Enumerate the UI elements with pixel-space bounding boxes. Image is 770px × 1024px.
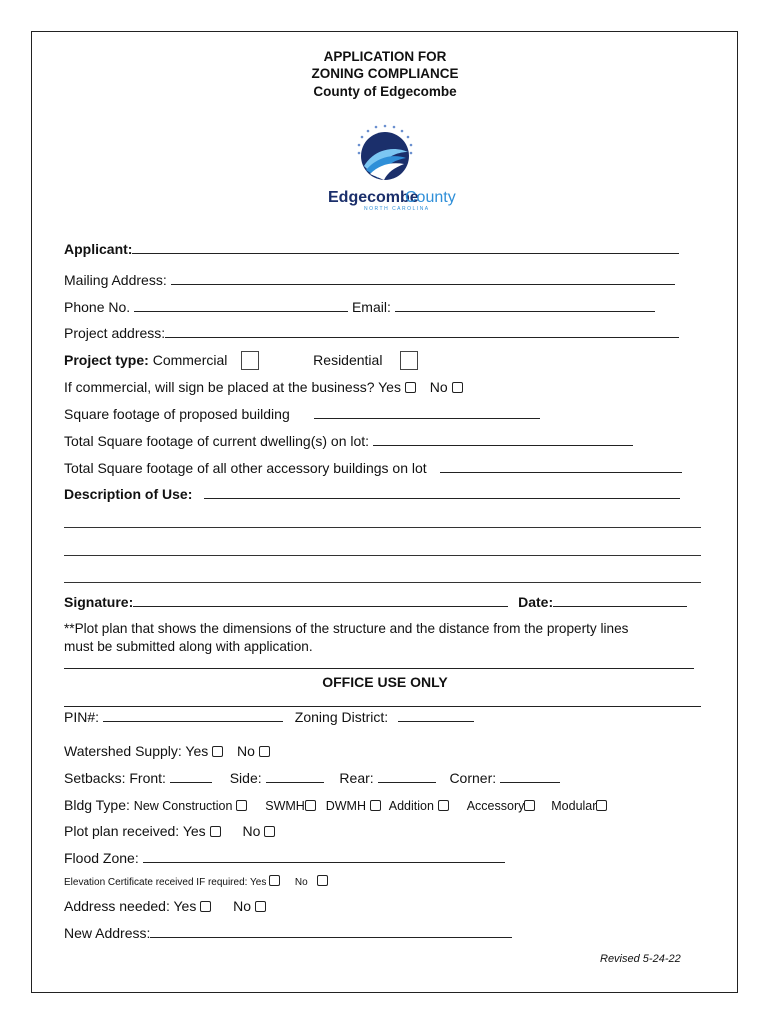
plot-yes-label: Yes <box>182 823 206 839</box>
sqft-accessory-row <box>64 458 682 478</box>
sqft-proposed-label: Square footage of proposed building <box>64 406 290 422</box>
email-field[interactable] <box>395 298 655 312</box>
modular-checkbox[interactable] <box>596 800 607 811</box>
applicant-field[interactable] <box>132 240 679 254</box>
new-construction-label: New Construction <box>133 799 233 813</box>
applicant-label: Applicant: <box>64 241 133 257</box>
elevation-no-checkbox[interactable] <box>317 875 328 886</box>
phone-email-row <box>64 297 655 317</box>
new-construction-checkbox[interactable] <box>236 800 247 811</box>
commercial-label: Commercial <box>152 352 228 368</box>
watershed-row <box>64 741 270 761</box>
front-field[interactable] <box>170 769 212 783</box>
sqft-current-field[interactable] <box>373 432 633 446</box>
description-label: Description of Use: <box>64 486 193 502</box>
new-address-field[interactable] <box>150 924 512 938</box>
pin-row <box>64 707 474 727</box>
logo-subtitle: NORTH CAROLINA <box>364 206 430 212</box>
revised-date: Revised 5-24-22 <box>600 953 681 965</box>
corner-field[interactable] <box>500 769 560 783</box>
sqft-current-row <box>64 431 633 451</box>
office-divider-top <box>64 668 694 669</box>
dwmh-checkbox[interactable] <box>370 800 381 811</box>
sign-yes-checkbox[interactable] <box>405 382 416 393</box>
sqft-accessory-label: Total Square footage of all other accessory buildings on lot <box>64 460 427 476</box>
flood-zone-label: Flood Zone: <box>64 850 139 866</box>
logo-name: Edgecombe <box>328 189 419 206</box>
rear-label: Rear: <box>339 770 374 786</box>
setbacks-front-label: Setbacks: Front: <box>64 770 166 786</box>
plot-note-line-1: **Plot plan that shows the dimensions of the structure and the distance from the property lines <box>64 621 629 636</box>
new-address-label: New Address: <box>64 925 151 941</box>
date-field[interactable] <box>553 593 687 607</box>
pin-label: PIN#: <box>64 709 100 725</box>
phone-label: Phone No. <box>64 299 131 315</box>
address-yes-label: Yes <box>173 898 197 914</box>
project-address-field[interactable] <box>165 324 679 338</box>
side-field[interactable] <box>266 769 324 783</box>
project-type-row <box>64 350 418 370</box>
elevation-yes-checkbox[interactable] <box>269 875 280 886</box>
elevation-row <box>64 873 328 893</box>
watershed-yes-label: Yes <box>185 743 209 759</box>
signature-label: Signature: <box>64 594 134 610</box>
setbacks-row <box>64 768 560 788</box>
description-field[interactable] <box>204 485 680 499</box>
new-address-row <box>64 923 512 943</box>
mailing-field[interactable] <box>171 271 675 285</box>
addition-label: Addition <box>388 799 434 813</box>
signature-field[interactable] <box>133 593 508 607</box>
dwmh-label: DWMH <box>325 799 366 813</box>
side-label: Side: <box>229 770 262 786</box>
sign-question-label: If commercial, will sign be placed at the business? <box>64 379 375 395</box>
mailing-row <box>64 270 675 290</box>
plot-note-line-2: must be submitted along with application. <box>64 639 313 654</box>
plot-no-label: No <box>242 823 261 839</box>
email-label: Email: <box>351 299 391 315</box>
elevation-label: Elevation Certificate received IF required: <box>64 877 248 888</box>
plot-received-label: Plot plan received: <box>64 823 180 839</box>
applicant-row <box>64 239 679 259</box>
office-title: OFFICE USE ONLY <box>322 674 448 690</box>
plot-yes-checkbox[interactable] <box>210 826 221 837</box>
residential-label: Residential <box>313 352 383 368</box>
signature-row <box>64 592 687 612</box>
watershed-label: Watershed Supply: <box>64 743 182 759</box>
sqft-proposed-row <box>64 404 540 424</box>
plot-received-row <box>64 821 275 841</box>
plot-no-checkbox[interactable] <box>264 826 275 837</box>
sqft-proposed-field[interactable] <box>314 405 540 419</box>
description-line-4[interactable] <box>64 582 701 583</box>
corner-label: Corner: <box>449 770 497 786</box>
sign-yes-label: Yes <box>378 379 401 395</box>
accessory-checkbox[interactable] <box>524 800 535 811</box>
watershed-no-label: No <box>237 743 255 759</box>
description-row <box>64 484 680 504</box>
county-logo <box>320 118 456 218</box>
sign-no-checkbox[interactable] <box>452 382 463 393</box>
address-yes-checkbox[interactable] <box>200 901 211 912</box>
bldg-type-row <box>64 795 607 815</box>
accessory-label: Accessory <box>466 799 525 813</box>
address-no-checkbox[interactable] <box>255 901 266 912</box>
residential-checkbox[interactable] <box>400 351 418 370</box>
swmh-checkbox[interactable] <box>305 800 316 811</box>
title-line-3: County of Edgecombe <box>313 84 457 99</box>
description-line-3[interactable] <box>64 555 701 556</box>
addition-checkbox[interactable] <box>438 800 449 811</box>
watershed-no-checkbox[interactable] <box>259 746 270 757</box>
elevation-yes-label: Yes <box>250 877 267 888</box>
address-needed-row <box>64 896 266 916</box>
sqft-accessory-field[interactable] <box>440 459 682 473</box>
sign-question-row <box>64 377 463 397</box>
address-needed-label: Address needed: <box>64 898 170 914</box>
mailing-label: Mailing Address: <box>64 272 167 288</box>
project-type-label: Project type: <box>64 352 149 368</box>
sqft-current-label: Total Square footage of current dwelling(s) on lot: <box>64 433 370 449</box>
project-address-label: Project address: <box>64 325 166 341</box>
flood-zone-row <box>64 848 505 868</box>
sign-no-label: No <box>429 379 448 395</box>
flood-zone-field[interactable] <box>143 849 505 863</box>
zoning-field[interactable] <box>398 708 474 722</box>
modular-label: Modular <box>551 799 597 813</box>
date-label: Date: <box>518 594 554 610</box>
description-line-2[interactable] <box>64 527 701 528</box>
address-no-label: No <box>233 898 252 914</box>
elevation-no-label: No <box>294 877 308 888</box>
watershed-yes-checkbox[interactable] <box>212 746 223 757</box>
commercial-checkbox[interactable] <box>241 351 259 370</box>
project-address-row <box>64 323 679 343</box>
title-line-1: APPLICATION FOR <box>323 49 447 64</box>
bldg-type-label: Bldg Type: <box>64 797 130 813</box>
title-line-2: ZONING COMPLIANCE <box>311 66 459 81</box>
zoning-label: Zoning District: <box>294 709 389 725</box>
rear-field[interactable] <box>378 769 436 783</box>
swmh-label: SWMH <box>265 799 305 813</box>
logo-name-county: County <box>405 189 456 206</box>
pin-field[interactable] <box>103 708 283 722</box>
phone-field[interactable] <box>134 298 348 312</box>
